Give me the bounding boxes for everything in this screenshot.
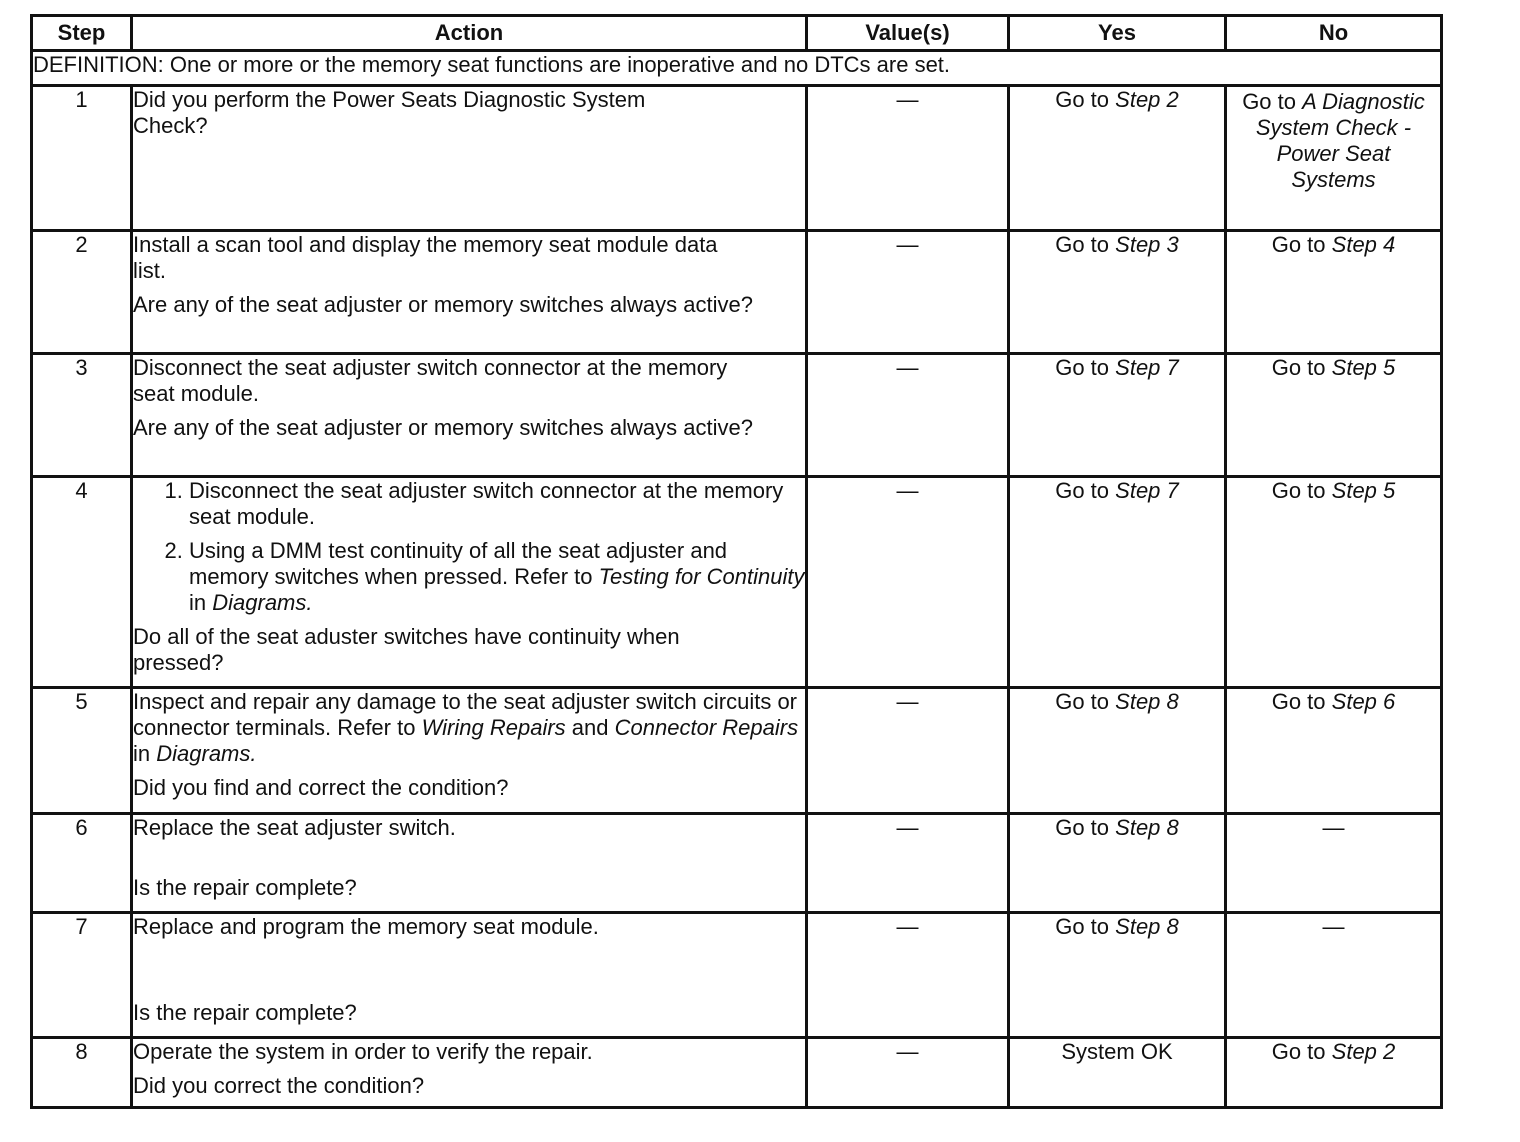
goto-label: Go to [1055, 232, 1110, 257]
action-cell [132, 231, 807, 354]
yes-cell [1009, 477, 1226, 688]
action-text-part: in [133, 741, 151, 766]
table-row [32, 477, 1442, 688]
action-text-part: Inspect and repair any damage to the seat adjuster switch circuits or connector terminals. Refer to [133, 689, 798, 740]
header-row [32, 16, 1442, 51]
header-action: Action [132, 16, 807, 51]
value-dash: — [896, 232, 919, 257]
value-cell [807, 814, 1009, 913]
action-cell [132, 913, 807, 1038]
no-cell [1226, 1038, 1442, 1108]
goto-label: Go to [1271, 478, 1326, 503]
value-cell [807, 913, 1009, 1038]
step-number: 5 [32, 688, 132, 814]
action-steps-list [133, 478, 805, 616]
yes-step-link[interactable]: Step 3 [1115, 232, 1179, 257]
header-yes: Yes [1009, 16, 1226, 51]
yes-step-link[interactable]: Step 8 [1115, 689, 1179, 714]
action-cell [132, 1038, 807, 1108]
value-dash: — [896, 355, 919, 380]
action-question: Is the repair complete? [133, 1000, 357, 1025]
list-item: 1. Disconnect the seat adjuster switch connector at the memory seat module. [189, 478, 805, 530]
action-text: Install a scan tool and display the memory seat module data list. [133, 232, 718, 283]
step-number: 3 [32, 354, 132, 477]
yes-step-link[interactable]: Step 8 [1115, 914, 1179, 939]
no-step-link[interactable]: Step 6 [1331, 689, 1396, 714]
value-dash: — [896, 478, 919, 503]
goto-label: Go to [1055, 87, 1110, 112]
action-text: Replace the seat adjuster switch. [133, 815, 456, 840]
action-question: Did you correct the condition? [133, 1073, 425, 1098]
value-cell [807, 688, 1009, 814]
reference-link[interactable]: Diagrams. [212, 590, 313, 615]
goto-label: Go to [1055, 478, 1110, 503]
table-row [32, 1038, 1442, 1108]
no-cell [1226, 688, 1442, 814]
value-dash: — [896, 1039, 919, 1064]
action-question: Are any of the seat adjuster or memory switches always active? [133, 415, 753, 440]
yes-cell [1009, 86, 1226, 231]
step-number: 7 [32, 913, 132, 1038]
yes-cell [1009, 354, 1226, 477]
system-ok-text: System OK [1061, 1039, 1173, 1064]
step-number: 6 [32, 814, 132, 913]
yes-cell [1009, 231, 1226, 354]
reference-link[interactable]: Wiring Repairs [421, 715, 566, 740]
step-number: 1 [32, 86, 132, 231]
yes-step-link[interactable]: Step 7 [1115, 355, 1179, 380]
no-cell [1226, 814, 1442, 913]
action-question: Is the repair complete? [133, 875, 357, 900]
yes-step-link[interactable]: Step 7 [1115, 478, 1179, 503]
table-row [32, 86, 1442, 231]
value-dash: — [896, 87, 919, 112]
goto-label: Go to [1271, 355, 1326, 380]
action-question: Did you find and correct the condition? [133, 775, 509, 800]
table-row [32, 688, 1442, 814]
goto-label: Go to [1271, 1039, 1326, 1064]
no-dash: — [1322, 914, 1345, 939]
list-item-text: in [189, 590, 207, 615]
step-number: 2 [32, 231, 132, 354]
value-dash: — [896, 689, 919, 714]
no-step-link[interactable]: Step 5 [1331, 355, 1396, 380]
definition-text: DEFINITION: One or more or the memory seat functions are inoperative and no DTCs are set. [32, 51, 1442, 86]
goto-label: Go to [1055, 914, 1110, 939]
no-step-link[interactable]: Step 2 [1331, 1039, 1396, 1064]
reference-link[interactable]: Testing for Continuity [598, 564, 805, 589]
no-dash: — [1322, 815, 1345, 840]
action-text: Operate the system in order to verify the repair. [133, 1039, 593, 1064]
yes-cell [1009, 1038, 1226, 1108]
goto-label: Go to [1242, 89, 1296, 114]
header-values: Value(s) [807, 16, 1009, 51]
table-row [32, 913, 1442, 1038]
table-row [32, 231, 1442, 354]
value-cell [807, 86, 1009, 231]
value-cell [807, 477, 1009, 688]
action-text [133, 689, 805, 767]
action-cell [132, 477, 807, 688]
table-row [32, 814, 1442, 913]
yes-step-link[interactable]: Step 8 [1115, 815, 1179, 840]
no-step-link[interactable]: A Diagnostic System Check - Power Seat Systems [1255, 89, 1425, 192]
definition-row [32, 51, 1442, 86]
action-cell [132, 86, 807, 231]
action-cell [132, 354, 807, 477]
value-cell [807, 1038, 1009, 1108]
no-cell [1226, 231, 1442, 354]
value-cell [807, 354, 1009, 477]
reference-link[interactable]: Connector Repairs [614, 715, 799, 740]
action-text: Replace and program the memory seat module. [133, 914, 599, 939]
action-cell [132, 688, 807, 814]
action-text: Disconnect the seat adjuster switch connector at the memory seat module. [133, 355, 728, 406]
action-text: Did you perform the Power Seats Diagnostic System Check? [133, 87, 646, 138]
action-question: Are any of the seat adjuster or memory switches always active? [133, 292, 753, 317]
list-item-text: Using a DMM test continuity of all the seat adjuster and memory switches when pressed. Refer to [189, 538, 728, 589]
action-question: Do all of the seat aduster switches have continuity when pressed? [133, 624, 680, 675]
table-row [32, 354, 1442, 477]
yes-step-link[interactable]: Step 2 [1115, 87, 1179, 112]
value-dash: — [896, 815, 919, 840]
header-no: No [1226, 16, 1442, 51]
step-number: 4 [32, 477, 132, 688]
goto-label: Go to [1055, 689, 1110, 714]
goto-label: Go to [1271, 232, 1326, 257]
no-cell [1226, 354, 1442, 477]
value-cell [807, 231, 1009, 354]
action-text-part: and [571, 715, 609, 740]
goto-label: Go to [1055, 815, 1110, 840]
reference-link[interactable]: Diagrams. [156, 741, 257, 766]
diagnostic-table [30, 14, 1443, 1109]
no-step-link[interactable]: Step 5 [1331, 478, 1396, 503]
action-cell [132, 814, 807, 913]
value-dash: — [896, 914, 919, 939]
no-step-link[interactable]: Step 4 [1331, 232, 1396, 257]
header-step: Step [32, 16, 132, 51]
goto-label: Go to [1055, 355, 1110, 380]
step-number: 8 [32, 1038, 132, 1108]
no-cell [1226, 86, 1442, 231]
list-item [189, 538, 805, 616]
yes-cell [1009, 688, 1226, 814]
goto-label: Go to [1271, 689, 1326, 714]
no-cell [1226, 913, 1442, 1038]
yes-cell [1009, 913, 1226, 1038]
yes-cell [1009, 814, 1226, 913]
no-cell [1226, 477, 1442, 688]
